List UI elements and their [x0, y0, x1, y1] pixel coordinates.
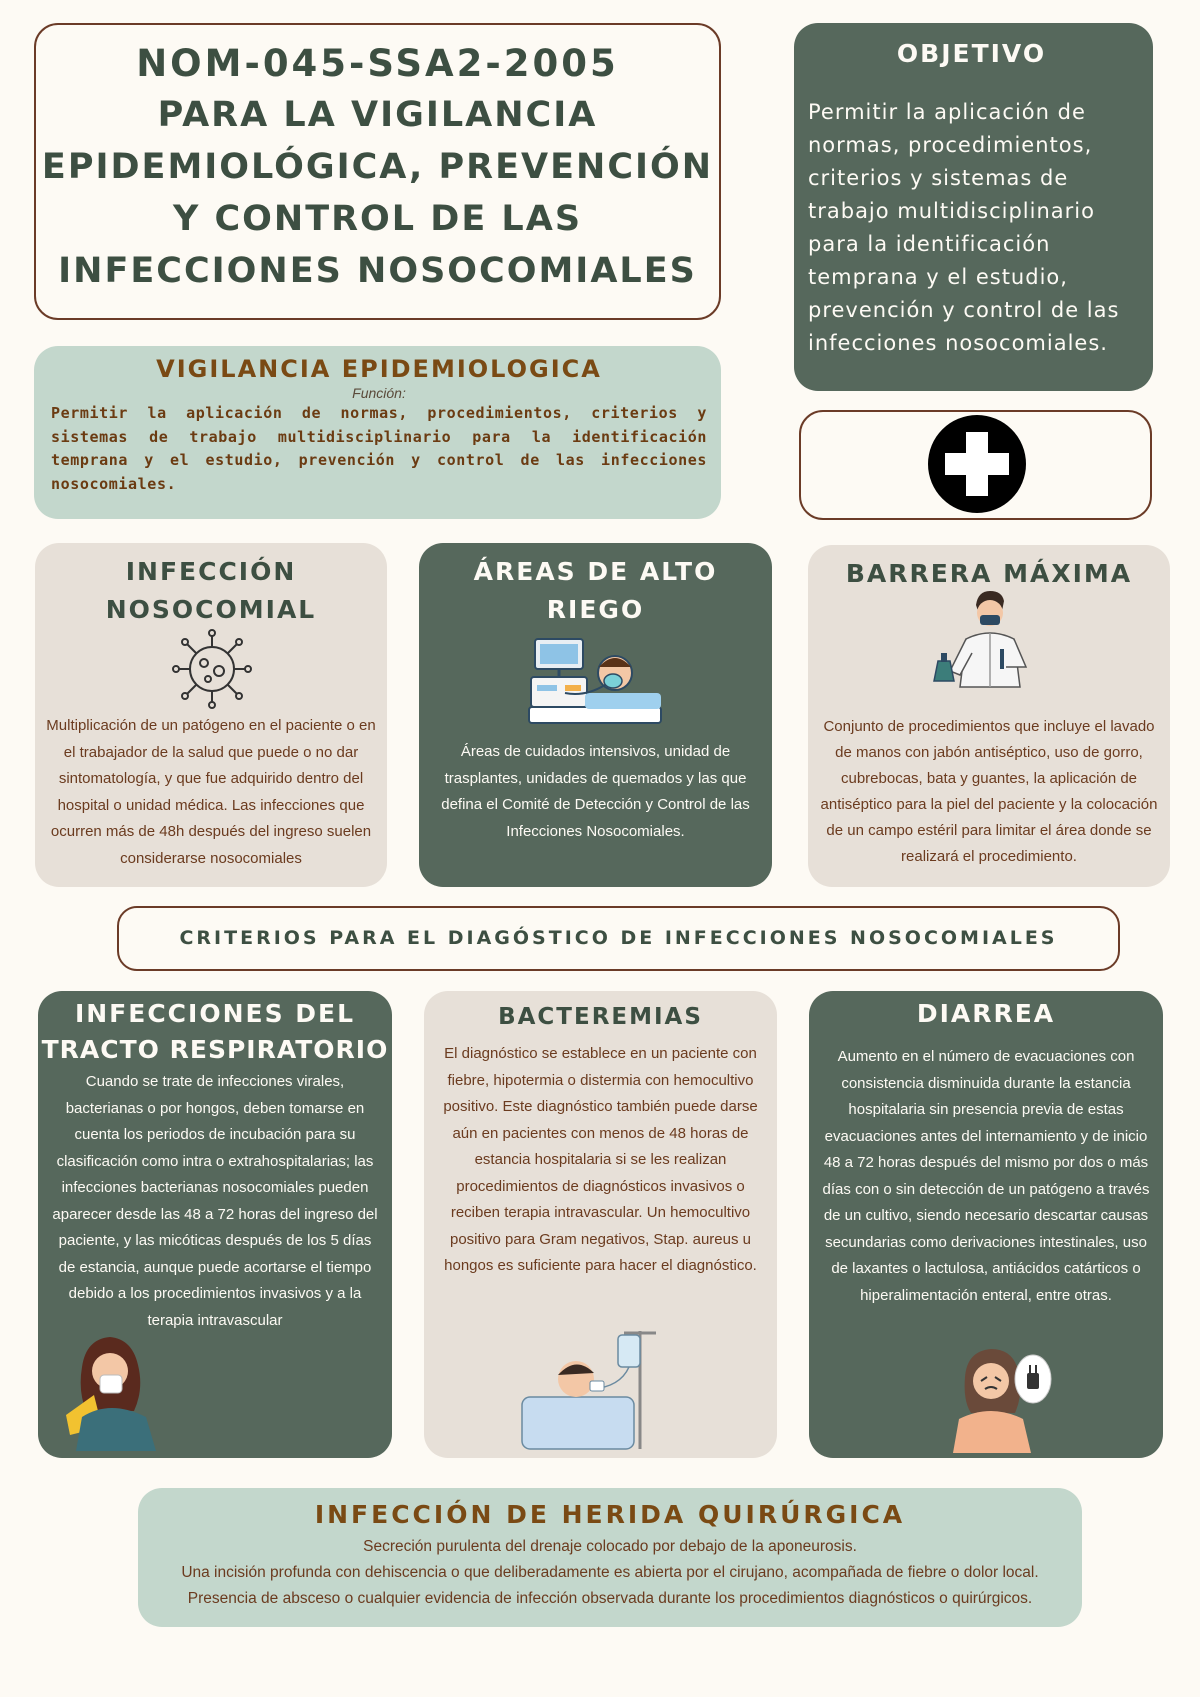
respiratorio-text: Cuando se trate de infecciones virales, bacterianas o por hongos, deben tomarse en cuenta los periodos de incubación para su clasificación como intra o extrahospitalarias; las infecciones bacterianas nosocomiales pueden aparecer desde las 48 a 72 horas del ingreso del paciente, y las micóticas después de los 5 días de estancia, aunque puede acortarse el tiempo debido a los procedimientos invasivos y a la terapia intravascular [52, 1073, 378, 1329]
infeccion-heading-1: INFECCIÓN [125, 557, 297, 586]
criterios-heading: CRITERIOS PARA EL DIAGÓSTICO DE INFECCIONES NOSOCOMIALES [179, 927, 1058, 949]
title-line-1: NOM-045-SSA2-2005 [136, 42, 619, 85]
areas-heading-2: RIEGO [546, 595, 645, 624]
criterios-box [117, 906, 1120, 971]
areas-text: Áreas de cuidados intensivos, unidad de trasplantes, unidades de quemados y las que defina el Comité de Detección y Control de las Infecciones Nosocomiales. [441, 743, 750, 840]
diarrea-box [809, 991, 1163, 1458]
bacteremias-heading: BACTEREMIAS [498, 1004, 703, 1030]
stomach-ache-illustration [949, 1345, 1059, 1455]
vigilancia-heading: VIGILANCIA EPIDEMIOLOGICA [156, 355, 602, 383]
barrera-heading: BARRERA MÁXIMA [845, 559, 1133, 588]
vigilancia-subheading: Función: [352, 385, 406, 401]
objetivo-box [794, 23, 1153, 391]
title-line-3: EPIDEMIOLÓGICA, PREVENCIÓN [41, 147, 714, 187]
respiratorio-heading-1: INFECCIONES DEL [74, 999, 356, 1028]
virus-icon [170, 627, 254, 711]
cross-box [799, 410, 1152, 520]
vigilancia-text: Permitir la aplicación de normas, procedimientos, criterios y sistemas de trabajo multidisciplinario para la identificación temprana y el estudio, prevención y control de las infecciones nosocomiales. [51, 404, 707, 493]
bacteremias-text: El diagnóstico se establece en un paciente con fiebre, hipotermia o distermia con hemocultivo positivo. Este diagnóstico también puede darse aún en pacientes con menos de 48 horas de estancia hospitalaria si se les realizan procedimientos de diagnósticos invasivos o reciben terapia intravascular. Un hemocultivo positivo para Gram negativos, Stap. aureus u hongos es suficiente para hacer el diagnóstico. [443, 1045, 758, 1274]
title-box [34, 23, 721, 320]
respiratorio-heading-2: TRACTO RESPIRATORIO [41, 1035, 389, 1064]
title-line-2: PARA LA VIGILANCIA [157, 95, 598, 135]
objetivo-text: Permitir la aplicación de normas, procedimientos, criterios y sistemas de trabajo multidisciplinario para la identificación temprana y el estudio, prevención y control de las infecciones nosocomiales. [808, 100, 1120, 355]
title-line-5: INFECCIONES NOSOCOMIALES [58, 251, 697, 291]
bacteremias-box [424, 991, 777, 1458]
herida-line-3: Presencia de absceso o cualquier evidencia de infección observada durante los procedimientos diagnósticos o quirúrgicos. [187, 1590, 1033, 1607]
infeccion-text: Multiplicación de un patógeno en el paciente o en el trabajador de la salud que puede o no dar sintomatología, y que fue adquirido dentro del hospital o unidad médica. Las infecciones que ocurren más de 48h después del ingreso suelen considerarse nosocomiales [46, 717, 376, 867]
herida-box [138, 1488, 1082, 1627]
sick-woman-illustration [52, 1331, 172, 1451]
vigilancia-box [34, 346, 721, 519]
diarrea-text: Aumento en el número de evacuaciones con consistencia disminuida durante la estancia hospitalaria sin presencia previa de estas evacuaciones antes del internamiento y de inicio 48 a 72 horas después del mismo por dos o más días con o sin detección de un patógeno a través de un cultivo, siendo necesario descartar causas secundarias como derivaciones intestinales, uso de laxantes o lactulosa, antiácidos catárticos o hiperalimentación enteral, entre otras. [822, 1048, 1150, 1304]
iv-patient-illustration [520, 1327, 680, 1452]
barrera-text: Conjunto de procedimientos que incluye el lavado de manos con jabón antiséptico, uso de gorro, cubrebocas, bata y guantes, la aplicación de antiséptico para la piel del paciente y la colocación de un campo estéril para limitar el área donde se realizará el procedimiento. [820, 718, 1158, 865]
areas-heading-1: ÁREAS DE ALTO [473, 557, 718, 586]
title-line-4: Y CONTROL DE LAS [172, 199, 583, 239]
areas-box [419, 543, 772, 887]
infeccion-heading-2: NOSOCOMIAL [105, 595, 317, 624]
diarrea-heading: DIARREA [916, 999, 1056, 1028]
respiratorio-box [38, 991, 392, 1458]
infeccion-box [35, 543, 387, 887]
objetivo-heading: OBJETIVO [896, 39, 1047, 68]
doctor-illustration [930, 589, 1050, 689]
herida-heading: INFECCIÓN DE HERIDA QUIRÚRGICA [314, 1500, 906, 1529]
medical-cross-icon [927, 414, 1027, 514]
herida-line-2: Una incisión profunda con dehiscencia o que deliberadamente es abierta por el cirujano, acompañada de fiebre o dolor local. [181, 1564, 1039, 1581]
icu-patient-illustration [525, 637, 665, 727]
herida-line-1: Secreción purulenta del drenaje colocado por debajo de la aponeurosis. [363, 1538, 857, 1555]
barrera-box [808, 545, 1170, 887]
